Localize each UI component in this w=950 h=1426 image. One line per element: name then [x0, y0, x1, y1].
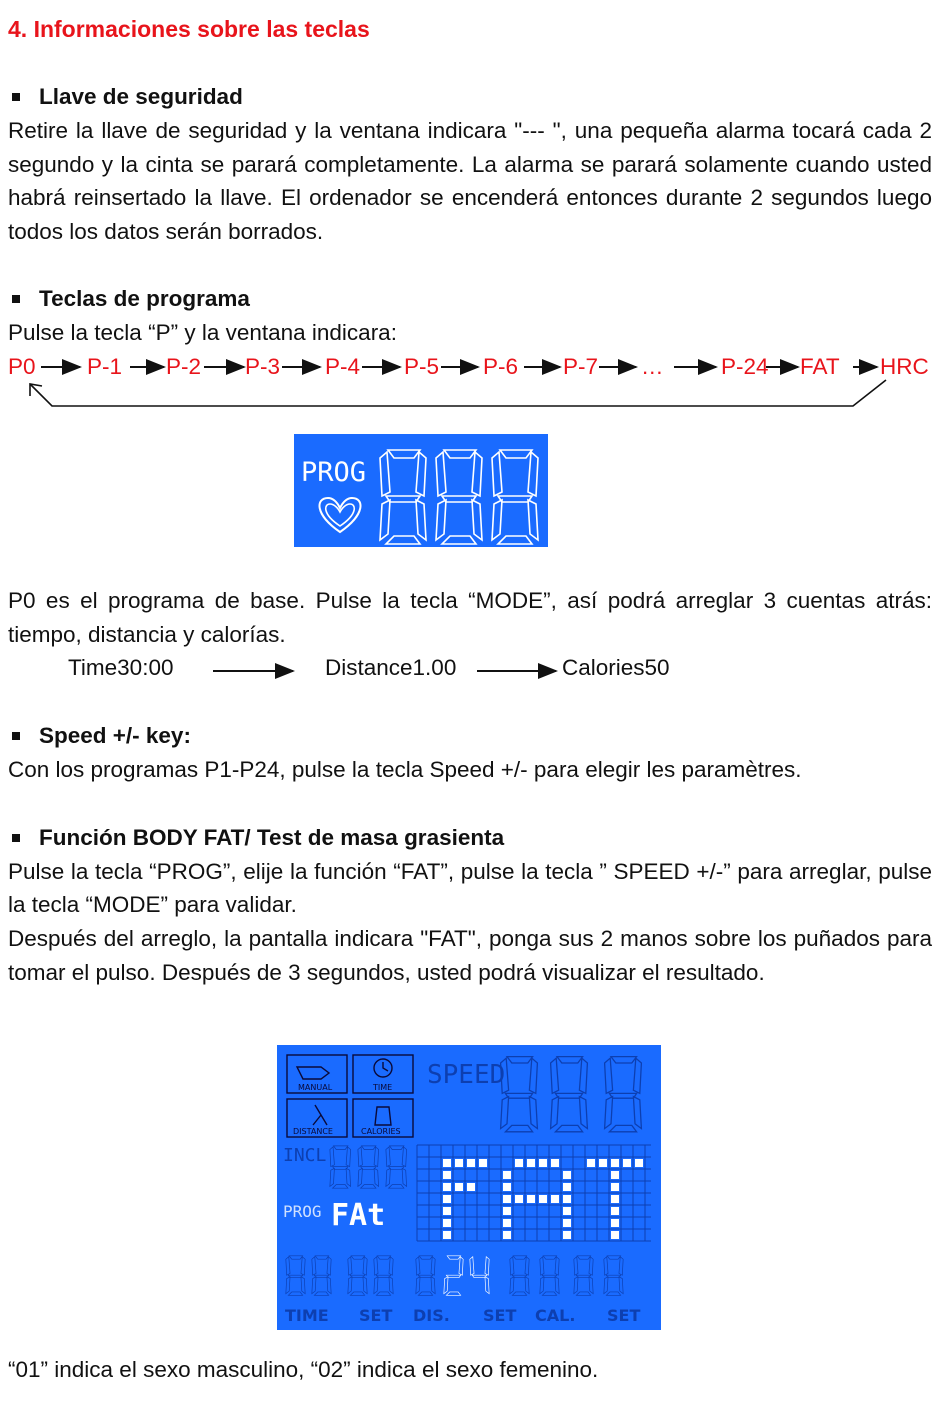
speed-text: Con los programas P1-P24, pulse la tecla Speed +/- para elegir les paramètres.: [8, 757, 802, 783]
footer-text: “01” indica el sexo masculino, “02” indica el sexo femenino.: [8, 1357, 599, 1382]
seq-item: P0: [8, 353, 36, 379]
seq-item: …: [641, 353, 664, 379]
runner-icon: [313, 1105, 327, 1125]
lcd-bottom-label: CAL.: [535, 1306, 576, 1325]
document-page: [8, 12, 932, 410]
seq-item: HRC: [880, 353, 929, 379]
document-page-lower: [8, 584, 932, 989]
seq-item: P-6: [483, 353, 519, 379]
lcd-bottom-label: SET: [607, 1306, 641, 1325]
prog-lcd-display: [294, 434, 548, 547]
lcd-bottom-label: DIS.: [413, 1306, 450, 1325]
seq-item: FAT: [800, 353, 840, 379]
speed-heading: Speed +/- key:: [8, 719, 932, 753]
body-fat-text-2: Después del arreglo, la pantalla indicara "FAT", ponga sus 2 manos sobre los puñados para tomar el pulso. Después de 3 segundos, usted podrá visualizar el resultado.: [8, 925, 932, 985]
seq-item: P-4: [325, 353, 361, 379]
footer-block: [8, 1353, 932, 1387]
seq-item: P-2: [166, 353, 202, 379]
lcd-prog-label-2: PROG: [283, 1202, 322, 1221]
lcd-incl-label: INCL: [283, 1145, 327, 1166]
mode-sequence: [8, 651, 932, 685]
section-title: 4. Informaciones sobre las teclas: [8, 16, 370, 42]
lcd-time-icon-label: TIME: [373, 1083, 393, 1092]
program-heading: Teclas de programa: [8, 282, 932, 316]
lcd-digit: [380, 450, 426, 544]
seq-item: P-3: [245, 353, 281, 379]
bullet-square-icon: [12, 732, 20, 740]
lcd-bottom-label: SET: [359, 1306, 393, 1325]
hand-icon: [297, 1067, 329, 1079]
program-after-text: P0 es el programa de base. Pulse la tecla “MODE”, así podrá arreglar 3 cuentas atrás: tiempo, distancia y calorías.: [8, 588, 932, 647]
lcd-prog-label: PROG: [301, 457, 367, 488]
mode-item: Calories50: [562, 655, 670, 681]
lcd-bottom-label: TIME: [285, 1306, 329, 1325]
body-fat-text-1: Pulse la tecla “PROG”, elije la función “FAT”, pulse la tecla ” SPEED +/-” para arreglar, pulse la tecla “MODE” para validar.: [8, 858, 932, 918]
sequence-arrows-icon: [8, 350, 932, 410]
program-text: Pulse la tecla “P” y la ventana indicara:: [8, 320, 397, 346]
lcd-distance-label: DISTANCE: [293, 1127, 333, 1136]
seq-item: P-7: [563, 353, 599, 379]
seq-item: P-5: [404, 353, 440, 379]
seq-item: P-1: [87, 353, 123, 379]
mode-item: Distance1.00: [325, 655, 457, 681]
security-text: Retire la llave de seguridad y la ventana indicara "--- ", una pequeña alarma tocará cada 2 segundo y la cinta se parará completamente. La alarma se parará solamente cuando usted habrá reinsertado la llave. El ordenador se encenderá entonces durante 2 segundos luego todos los datos serán borrados.: [8, 118, 932, 244]
security-heading: Llave de seguridad: [8, 80, 932, 114]
program-sequence: [8, 350, 932, 410]
body-fat-heading: Función BODY FAT/ Test de masa grasienta: [8, 821, 932, 855]
fat-matrix-letters: [443, 1159, 643, 1239]
bullet-square-icon: [12, 834, 20, 842]
lcd-manual-label: MANUAL: [298, 1083, 333, 1092]
calories-icon: [375, 1107, 391, 1125]
lcd-fat-word: FAt: [331, 1198, 386, 1233]
mode-item: Time30:00: [68, 655, 174, 681]
lcd-digit: [492, 450, 538, 544]
console-lcd-display: [277, 1045, 661, 1330]
lcd-calories-label: CALORIES: [361, 1127, 401, 1136]
seq-item: P-24: [721, 353, 769, 379]
bullet-square-icon: [12, 295, 20, 303]
bullet-square-icon: [12, 93, 20, 101]
lcd-bottom-label: SET: [483, 1306, 517, 1325]
lcd-digit: [436, 450, 482, 544]
lcd-speed-label: SPEED: [427, 1060, 506, 1090]
